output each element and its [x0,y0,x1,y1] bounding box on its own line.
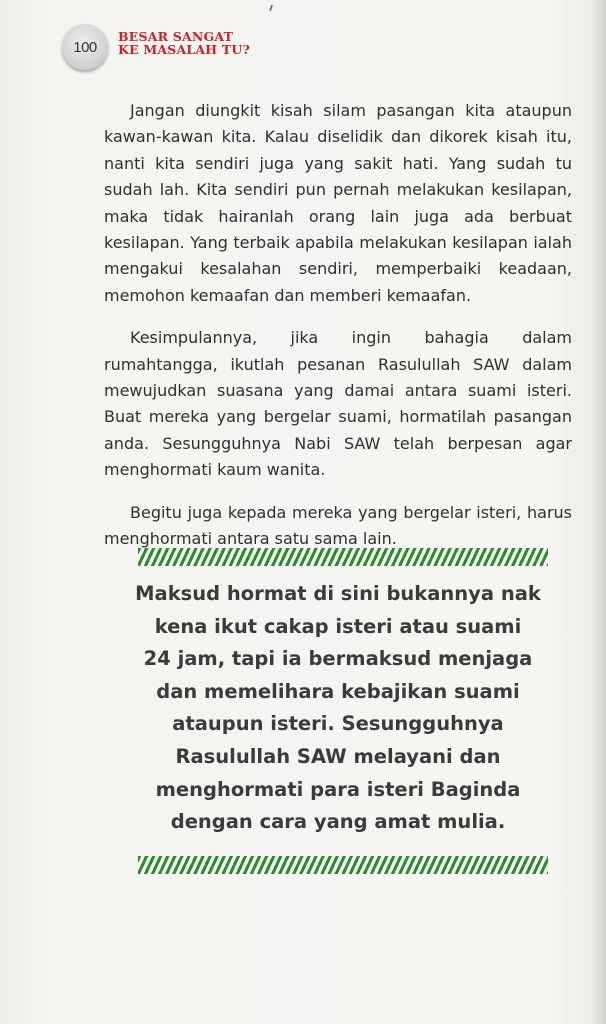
pen-mark [269,5,273,11]
quote-line: dan memelihara kebajikan suami [156,679,520,703]
quote-stripe-bottom [138,856,548,874]
body-text [104,98,572,569]
quote-line: kena ikut cakap isteri atau suami [154,614,522,638]
quote-line: Maksud hormat di sini bukannya nak [135,582,541,605]
quote-line: ataupun isteri. Sesungguhnya [172,712,504,736]
quote-line: menghormati para isteri Baginda [155,777,521,801]
paragraph: Jangan diungkit kisah silam pasangan kita ataupun kawan-kawan kita. Kalau diselidik dan dikorek kisah itu, nanti kita sendiri juga yang sakit hati. Yang sudah tu sudah lah. Kita sendiri pun pernah melakukan kesilapan, maka tidak hairanlah orang lain juga ada berbuat kesilapan. Yang terbaik apabila melakukan kesilapan ialah mengakui kesalahan sendiri, memperbaiki keadaan, memohon kemaafan dan memberi kemaafan. [104,101,572,305]
page-edge-shadow [592,0,606,1024]
page-number-badge [62,24,108,70]
page-number: 100 [73,38,97,56]
quote-line: dengan cara yang amat mulia. [170,810,506,834]
chapter-title [118,30,250,56]
chapter-title-line2: KE MASALAH TU? [118,42,250,57]
quote-line: Rasulullah SAW melayani dan [175,744,501,768]
quote-line: 24 jam, tapi ia bermaksud menjaga [143,647,533,671]
paragraph: Kesimpulannya, jika ingin bahagia dalam rumahtangga, ikutlah pesanan Rasulullah SAW dalam mewujudkan suasana yang damai antara suami isteri. Buat mereka yang bergelar suami, hormatilah pasangan anda. Sesungguhnya Nabi SAW telah berpesan agar menghormati kaum wanita. [104,328,572,480]
paragraph: Begitu juga kepada mereka yang bergelar isteri, harus menghormati antara satu sama lain. [104,502,572,549]
chapter-title-line1: BESAR SANGAT [118,29,234,44]
quote-stripe-top [138,548,548,566]
pull-quote [120,578,556,839]
